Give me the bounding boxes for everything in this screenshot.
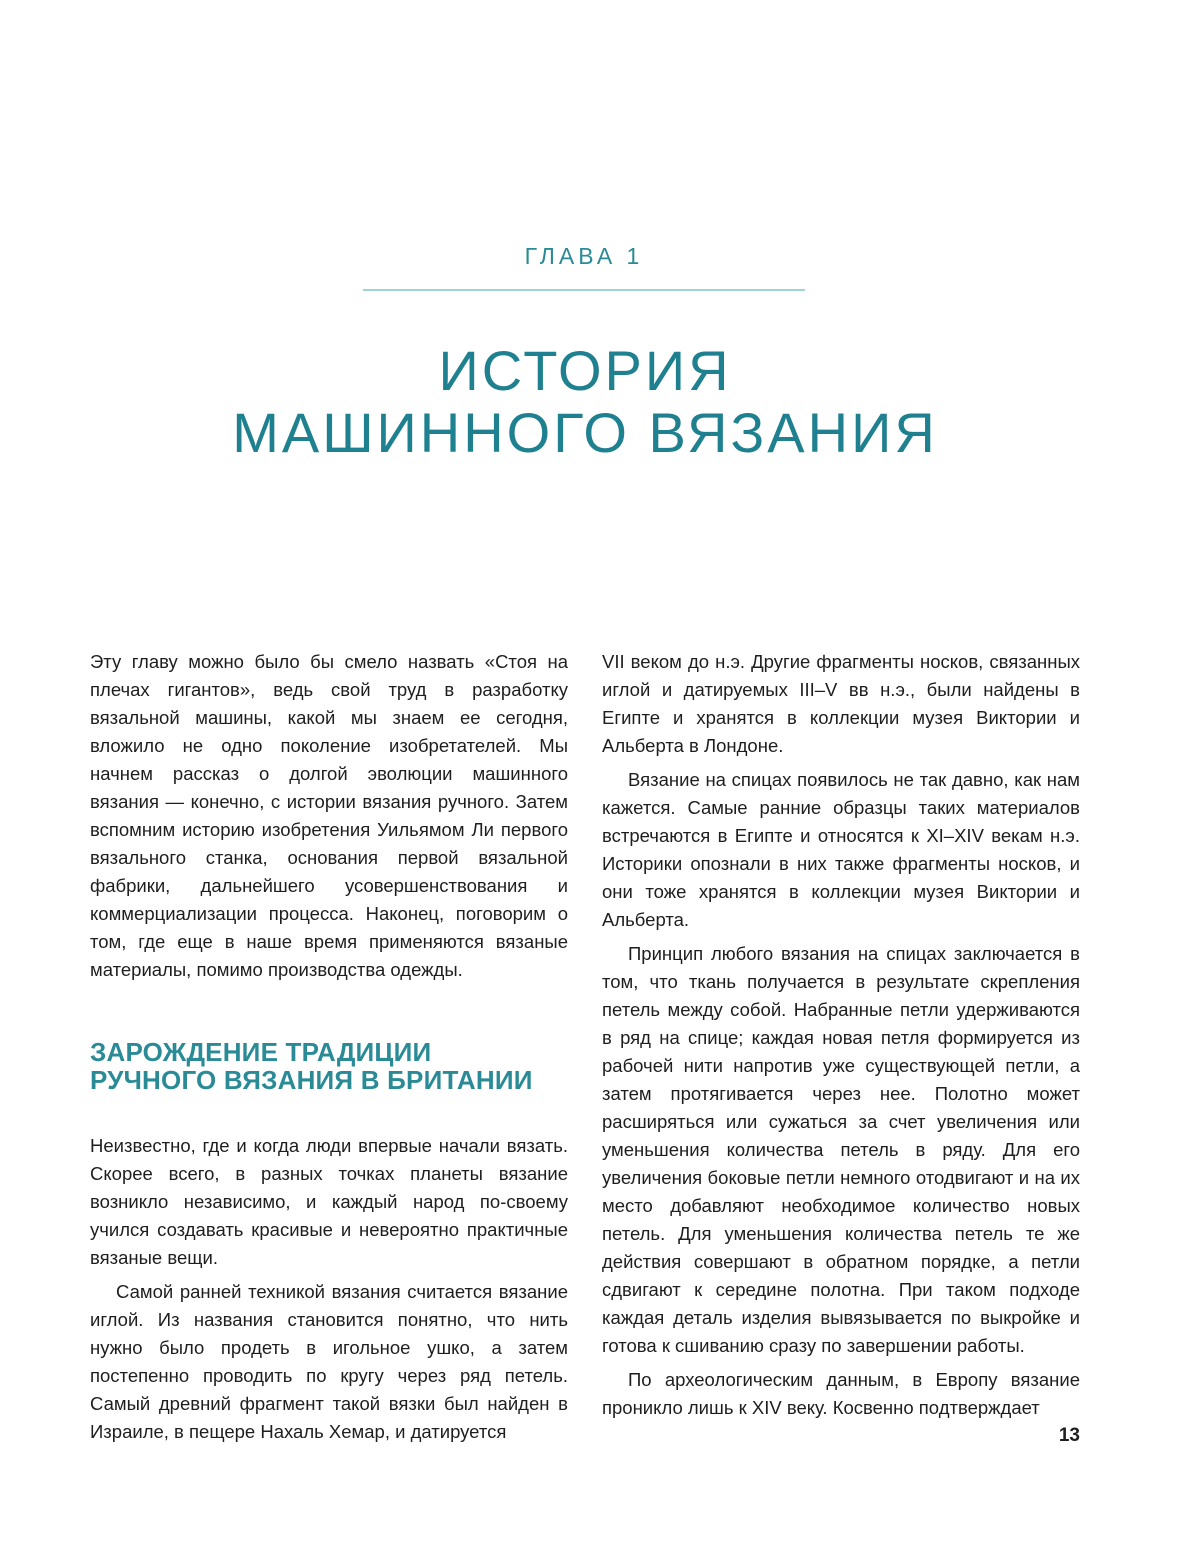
left-column — [90, 648, 568, 1446]
page-number: 13 — [1058, 1425, 1080, 1446]
right-column — [602, 648, 1080, 1422]
body-paragraph: Вязание на спицах появилось не так давно, как нам кажется. Самые ранние образцы таких материалов встречаются в Египте и относятся к XI–XIV векам н.э. Историки опознали в них также фрагменты носков, и они тоже хранятся в коллекции музея Виктории и Альберта. — [602, 769, 1080, 930]
body-paragraph: Принцип любого вязания на спицах заключается в том, что ткань получается в результате скрепления петель между собой. Набранные петли удерживаются в ряд на спице; каждая новая петля формируется из рабочей нити напротив уже существующей петли, а затем протягивается через нее. Полотно может расширяться или сужаться за счет увеличения или уменьшения количества петель в ряду. Для его увеличения боковые петли немного отодвигают и на их место добавляют необходимое количество новых петель. Для уменьшения количества петель те же действия совершают в обратном порядке, а петли сдвигают к середине полотна. При таком подходе каждая деталь изделия вывязывается по выкройке и готова к сшиванию сразу по завершении работы. — [602, 943, 1080, 1356]
section-heading-line-2: РУЧНОГО ВЯЗАНИЯ В БРИТАНИИ — [90, 1065, 533, 1095]
intro-paragraph: Эту главу можно было бы смело назвать «Стоя на плечах гигантов», ведь свой труд в разработку вязальной машины, какой мы знаем ее сегодня, вложило не одно поколение изобретателей. Мы начнем рассказ о долгой эволюции машинного вязания — конечно, с истории вязания ручного. Затем вспомним историю изобретения Уильямом Ли первого вязального станка, основания первой вязальной фабрики, дальнейшего усовершенствования и коммерциализации процесса. Наконец, поговорим о том, где еще в наше время применяются вязаные материалы, помимо производства одежды. — [90, 651, 568, 980]
body-paragraph: По археологическим данным, в Европу вязание проникло лишь к XIV веку. Косвенно подтверждает — [602, 1369, 1080, 1418]
chapter-divider — [363, 289, 805, 291]
chapter-title-line-2: МАШИННОГО ВЯЗАНИЯ — [232, 401, 938, 464]
body-paragraph: Неизвестно, где и когда люди впервые начали вязать. Скорее всего, в разных точках планеты вязание возникло независимо, и каждый народ по-своему учился создавать красивые и невероятно практичные вязаные вещи. — [90, 1135, 568, 1268]
chapter-title-line-1: ИСТОРИЯ — [438, 339, 732, 402]
section-heading — [90, 1038, 568, 1094]
chapter-label: ГЛАВА 1 — [524, 243, 644, 269]
section-heading-line-1: ЗАРОЖДЕНИЕ ТРАДИЦИИ — [90, 1037, 432, 1067]
chapter-title — [0, 340, 1170, 464]
body-paragraph: Самой ранней техникой вязания считается вязание иглой. Из названия становится понятно, что нить нужно было продеть в игольное ушко, а затем постепенно проводить по кругу через ряд петель. Самый древний фрагмент такой вязки был найден в Израиле, в пещере Нахаль Хемар, и датируется — [90, 1281, 568, 1442]
body-paragraph: VII веком до н.э. Другие фрагменты носков, связанных иглой и датируемых III–V вв н.э., были найдены в Египте и хранятся в коллекции музея Виктории и Альберта в Лондоне. — [602, 651, 1080, 756]
